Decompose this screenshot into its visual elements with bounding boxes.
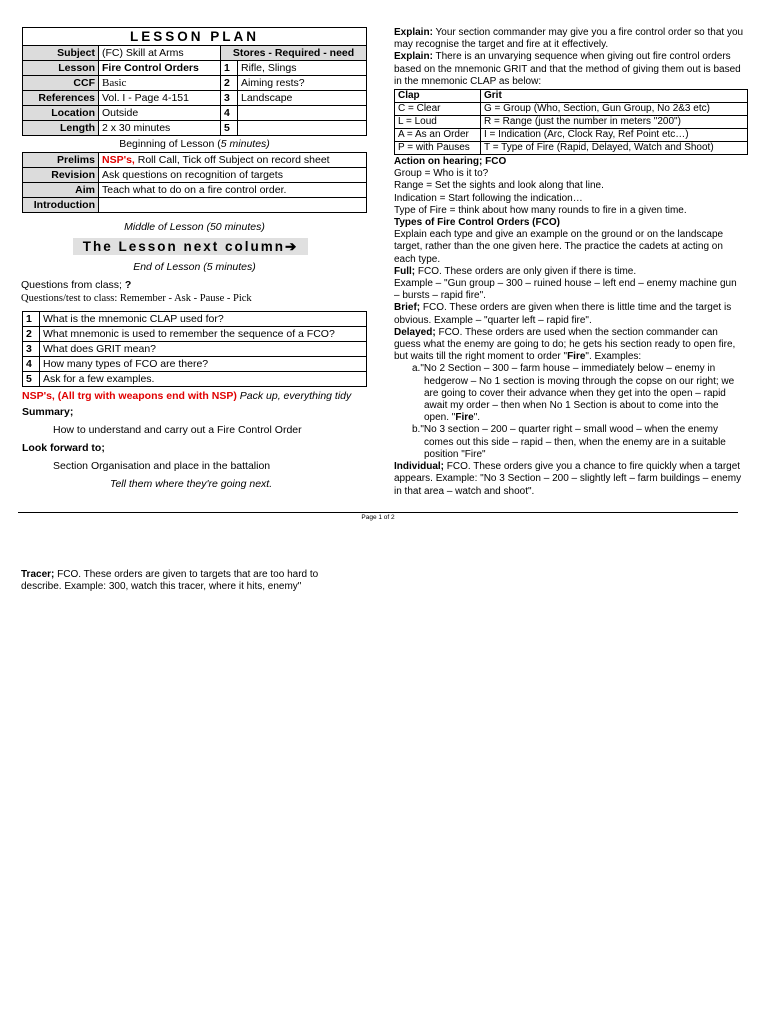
length-value: 2 x 30 minutes xyxy=(99,121,221,136)
grit-cell: G = Group (Who, Section, Gun Group, No 2&3 etc) xyxy=(481,103,748,116)
question-num: 2 xyxy=(23,327,40,342)
store-num: 4 xyxy=(221,106,238,121)
introduction-value xyxy=(99,198,367,213)
store-item: Rifle, Slings xyxy=(238,61,367,76)
questions-from-class-label: Questions from class; xyxy=(21,279,125,291)
explain-label: Explain: xyxy=(394,51,433,63)
grit-cell: T = Type of Fire (Rapid, Delayed, Watch and Shoot) xyxy=(481,142,748,155)
table-header-row xyxy=(395,90,748,103)
example-a-end: ". xyxy=(473,412,481,424)
store-num: 2 xyxy=(221,76,238,91)
table-row xyxy=(23,372,367,387)
action-line: Type of Fire = think about how many rounds to fire in a given time. xyxy=(394,204,687,216)
delayed-text: FCO. These orders are used when the section commander can guess what the enemy are going to do; he gets his section ready to open fire, but waits till the right moment to order " xyxy=(394,326,736,363)
aim-value: Teach what to do on a fire control order. xyxy=(99,183,367,198)
store-num: 5 xyxy=(221,121,238,136)
individual-label: Individual; xyxy=(394,461,444,473)
table-row xyxy=(23,357,367,372)
revision-label: Revision xyxy=(23,168,99,183)
prelims-text: Roll Call, Tick off Subject on record sheet xyxy=(134,154,330,166)
beginning-of-lesson xyxy=(22,138,367,150)
question-num: 5 xyxy=(23,372,40,387)
middle-of-lesson: Middle of Lesson (50 minutes) xyxy=(124,221,265,233)
nsp-closing-italic: Pack up, everything tidy xyxy=(236,390,352,402)
action-line: Range = Set the sights and look along that line. xyxy=(394,180,604,192)
table-row xyxy=(23,342,367,357)
clap-cell: L = Loud xyxy=(395,116,481,129)
store-item xyxy=(238,121,367,136)
types-heading: Types of Fire Control Orders (FCO) xyxy=(394,217,560,229)
individual-fco-paragraph xyxy=(394,461,744,498)
individual-text: FCO. These orders give you a chance to fire quickly when a target appears. Example: "No 3 Section – 200 – slightly left – farm buildings – enemy in that area – watch and shoot". xyxy=(394,461,742,497)
explain-text: There is an unvarying sequence when giving out fire control orders based on the mnemonic GRIT and that the method of giving them out is based in the mnemonic CLAP as below: xyxy=(394,51,741,87)
prelims-label: Prelims xyxy=(23,153,99,168)
full-fco-paragraph xyxy=(394,266,744,278)
lesson-plan-title: LESSON PLAN xyxy=(23,28,367,46)
question-num: 4 xyxy=(23,357,40,372)
example-a-text: a."No 2 Section – 300 – farm house – immediately below – enemy in hedgerow – No 1 section is moving through the copse on our right; we are going to cover their advance when they get into the open – rapid await my order – then when No 1 Section is about to come into the open. " xyxy=(412,363,735,424)
prelims-value xyxy=(99,153,367,168)
aim-label: Aim xyxy=(23,183,99,198)
question-text: Ask for a few examples. xyxy=(40,372,367,387)
revision-value: Ask questions on recognition of targets xyxy=(99,168,367,183)
grit-cell: R = Range (just the number in meters "200") xyxy=(481,116,748,129)
ccf-value: Basic xyxy=(99,76,221,91)
arrow-right-icon: ➔ xyxy=(284,239,299,254)
grit-cell: I = Indication (Arc, Clock Ray, Ref Point etc…) xyxy=(481,129,748,142)
delayed-end: ". Examples: xyxy=(585,351,642,363)
types-text: Explain each type and give an example on the ground or on the landscape target, rather than the one given here. The practice the cadets at acting on each type. xyxy=(394,229,724,265)
tracer-text: FCO. These orders are given to targets that are too hard to describe. Example: 300, watch this tracer, where it hits, enemy" xyxy=(21,569,319,593)
explain-paragraph-2 xyxy=(394,51,744,88)
lesson-label: Lesson xyxy=(23,61,99,76)
action-line: Group = Who is it to? xyxy=(394,168,489,180)
look-forward-text: Section Organisation and place in the battalion xyxy=(53,460,271,472)
right-column-content xyxy=(394,27,744,498)
tracer-label: Tracer; xyxy=(21,569,55,580)
store-item xyxy=(238,106,367,121)
clap-grit-table xyxy=(394,89,748,155)
table-row xyxy=(395,129,748,142)
delayed-label: Delayed; xyxy=(394,326,436,338)
table-row xyxy=(23,312,367,327)
brief-label: Brief; xyxy=(394,302,421,314)
end-of-lesson: End of Lesson (5 minutes) xyxy=(133,261,256,273)
tell-them-text: Tell them where they're going next. xyxy=(110,478,273,490)
subject-label: Subject xyxy=(23,46,99,61)
questions-from-class xyxy=(21,279,131,291)
nsp-closing-red: NSP's, (All trg with weapons end with NSP) xyxy=(22,390,237,402)
ccf-label: CCF xyxy=(23,76,99,91)
store-item: Aiming rests? xyxy=(238,76,367,91)
location-value: Outside xyxy=(99,106,221,121)
location-label: Location xyxy=(23,106,99,121)
introduction-label: Introduction xyxy=(23,198,99,213)
delayed-example-a xyxy=(408,363,744,424)
nsp-closing-line xyxy=(22,390,367,402)
question-num: 1 xyxy=(23,312,40,327)
store-num: 3 xyxy=(221,91,238,106)
table-row xyxy=(395,142,748,155)
explain-text: Your section commander may give you a fire control order so that you may recognise the target and fire at it effectively. xyxy=(394,27,744,51)
references-value: Vol. I - Page 4-151 xyxy=(99,91,221,106)
store-num: 1 xyxy=(221,61,238,76)
question-text: What mnemonic is used to remember the sequence of a FCO? xyxy=(40,327,367,342)
summary-text: How to understand and carry out a Fire Control Order xyxy=(53,424,302,436)
clap-cell: A = As an Order xyxy=(395,129,481,142)
action-line: Indication = Start following the indication… xyxy=(394,192,583,204)
question-text: What does GRIT mean? xyxy=(40,342,367,357)
lesson-plan-table xyxy=(22,27,367,136)
questions-mark: ? xyxy=(124,279,132,291)
delayed-fire: Fire xyxy=(567,351,586,363)
brief-text: FCO. These orders are given when there is little time and the target is obvious. Example – "quarter left – rapid fire". xyxy=(394,302,732,326)
questions-test-to-class: Questions/test to class: Remember - Ask - Pause - Pick xyxy=(21,293,252,304)
length-label: Length xyxy=(23,121,99,136)
full-text: FCO. These orders are only given if there is time. xyxy=(415,265,637,277)
question-text: How many types of FCO are there? xyxy=(40,357,367,372)
subject-value: (FC) Skill at Arms xyxy=(99,46,221,61)
page-number: Page 1 of 2 xyxy=(361,514,395,521)
clap-header: Clap xyxy=(395,90,481,103)
beginning-text: Beginning of Lesson ( xyxy=(119,138,221,150)
references-label: References xyxy=(23,91,99,106)
table-row xyxy=(395,116,748,129)
store-item: Landscape xyxy=(238,91,367,106)
footer-divider xyxy=(18,512,738,513)
explain-label: Explain: xyxy=(394,27,433,38)
delayed-example-b: b."No 3 section – 200 – quarter right – small wood – when the enemy comes out this side – rapid – then, when the enemy are in a suitable position "Fire" xyxy=(412,424,726,460)
example-a-fire: Fire xyxy=(455,412,474,424)
look-forward-heading: Look forward to; xyxy=(22,442,105,454)
grit-header: Grit xyxy=(481,90,748,103)
summary-heading: Summary; xyxy=(22,406,74,418)
table-row xyxy=(23,327,367,342)
table-row xyxy=(395,103,748,116)
lesson-next-text: The Lesson next column xyxy=(82,239,285,254)
stores-header: Stores - Required - need xyxy=(221,46,367,61)
prelims-table xyxy=(22,152,367,213)
delayed-fco-paragraph xyxy=(394,327,744,364)
clap-cell: P = with Pauses xyxy=(395,142,481,155)
tracer-fco-paragraph xyxy=(21,569,341,593)
nsp-red-text: NSP's, xyxy=(102,154,135,166)
explain-paragraph-1 xyxy=(394,27,744,51)
full-example: Example – "Gun group – 300 – ruined house – left end – enemy machine gun – bursts – rapid fire". xyxy=(394,278,737,302)
beginning-duration: 5 minutes) xyxy=(220,138,270,150)
lesson-next-column-banner xyxy=(73,238,308,255)
action-heading: Action on hearing; FCO xyxy=(394,156,507,168)
clap-cell: C = Clear xyxy=(395,103,481,116)
lesson-value: Fire Control Orders xyxy=(99,61,221,76)
questions-table xyxy=(22,311,367,387)
question-num: 3 xyxy=(23,342,40,357)
full-label: Full; xyxy=(394,265,416,277)
brief-fco-paragraph xyxy=(394,302,744,326)
question-text: What is the mnemonic CLAP used for? xyxy=(40,312,367,327)
